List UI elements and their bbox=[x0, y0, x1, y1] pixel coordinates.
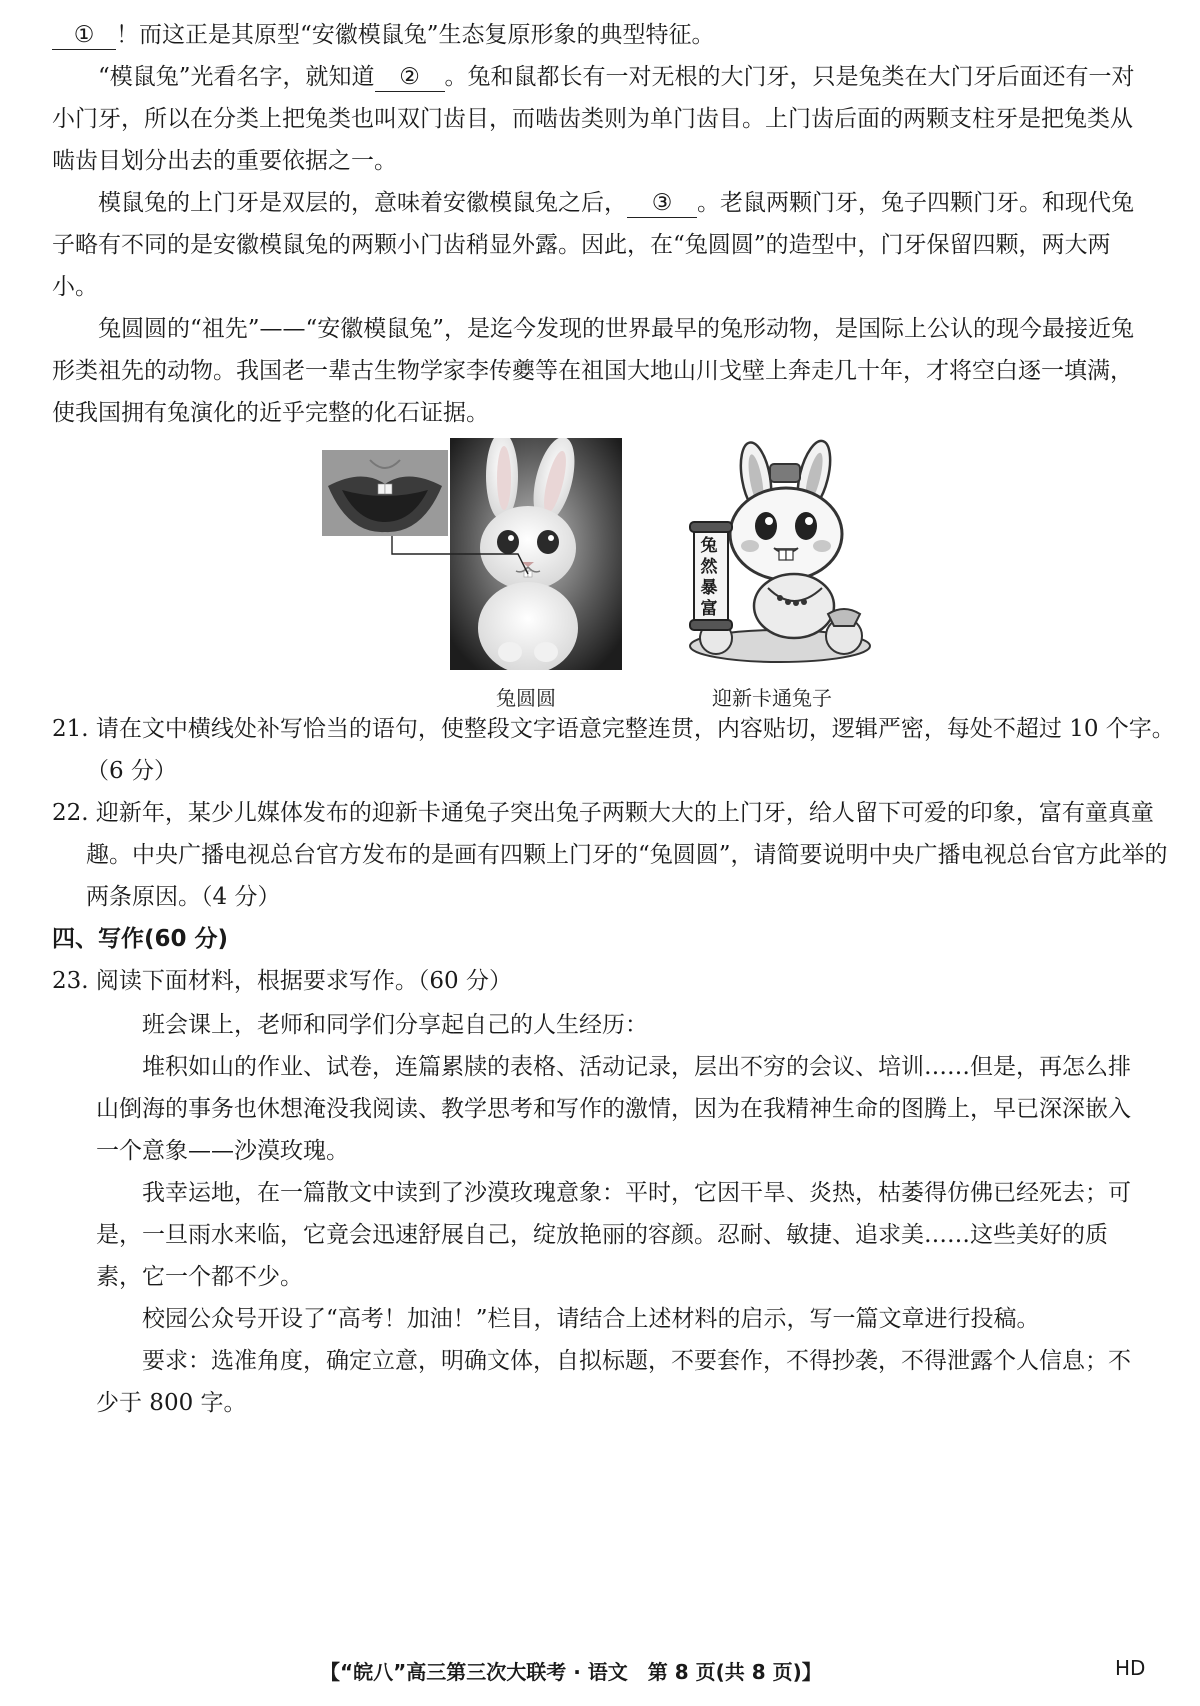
p1-text-a: “模鼠兔”光看名字，就知道 bbox=[98, 64, 375, 90]
material-3: 我幸运地，在一篇散文中读到了沙漠玫瑰意象：平时，它因干旱、炎热，枯萎得仿佛已经死去；可是，一旦雨水来临，它竟会迅速舒展自己，绽放艳丽的容颜。忍耐、敏捷、追求美……这些美好的质素，它一个都不少。 bbox=[96, 1180, 1131, 1290]
question-23: 23. 阅读下面材料，根据要求写作。（60 分） bbox=[52, 968, 512, 994]
caption-left: 兔圆圆 bbox=[496, 686, 556, 710]
passage-p0 bbox=[52, 14, 1150, 56]
p2-text-b: 。老鼠两颗门牙，兔子四颗门牙。和现代兔子略有不同的是安徽模鼠兔的两颗小门齿稍显外露。因此，在“兔圆圆”的造型中，门牙保留四颗，两大两小。 bbox=[52, 190, 1134, 300]
material-1: 班会课上，老师和同学们分享起自己的人生经历： bbox=[142, 1012, 648, 1038]
material-2: 堆积如山的作业、试卷，连篇累牍的表格、活动记录，层出不穷的会议、培训……但是，再怎么排山倒海的事务也休想淹没我阅读、教学思考和写作的激情，因为在我精神生命的图腾上，早已深深嵌入一个意象——沙漠玫瑰。 bbox=[96, 1054, 1131, 1164]
blank-2: ② bbox=[375, 63, 445, 92]
p2-text-a: 模鼠兔的上门牙是双层的，意味着安徽模鼠兔之后， bbox=[98, 190, 627, 216]
rabbit-photo-figure bbox=[322, 438, 622, 670]
scroll-text: 兔然暴富 bbox=[700, 536, 718, 619]
page-footer: 【“皖八”高三第三次大联考 · 语文 第 8 页(共 8 页)】 bbox=[320, 1660, 822, 1684]
p1-text-b: 。兔和鼠都长有一对无根的大门牙，只是兔类在大门牙后面还有一对小门牙，所以在分类上把兔类也叫双门齿目，而啮齿类则为单门齿目。上门齿后面的两颗支柱牙是把兔类从啮齿目划分出去的重要依据之一。 bbox=[52, 64, 1135, 174]
caption-right: 迎新卡通兔子 bbox=[712, 686, 832, 710]
blank-3: ③ bbox=[627, 189, 697, 218]
question-21: 21. 请在文中横线处补写恰当的语句，使整段文字语意完整连贯，内容贴切，逻辑严密，每处不超过 10 个字。（6 分） bbox=[52, 716, 1175, 784]
passage-p3: 兔圆圆的“祖先”——“安徽模鼠兔”，是迄今发现的世界最早的兔形动物，是国际上公认的现今最接近兔形类祖先的动物。我国老一辈古生物学家李传夔等在祖国大地山川戈壁上奔走几十年，才将空白逐一填满，使我国拥有兔演化的近乎完整的化石证据。 bbox=[52, 316, 1135, 426]
p0-text: ！而这正是其原型“安徽模鼠兔”生态复原形象的典型特征。 bbox=[116, 22, 715, 48]
question-22: 22. 迎新年，某少儿媒体发布的迎新卡通兔子突出兔子两颗大大的上门牙，给人留下可爱的印象，富有童真童趣。中央广播电视总台官方发布的是画有四颗上门牙的“兔圆圆”，请简要说明中央广播电视总台官方此举的两条原因。（4 分） bbox=[52, 800, 1168, 910]
section-heading: 四、写作(60 分) bbox=[52, 926, 229, 952]
passage-p1 bbox=[52, 56, 1150, 182]
footer-code: HD bbox=[1115, 1656, 1146, 1680]
material-5: 要求：选准角度，确定立意，明确文体，自拟标题，不要套作，不得抄袭，不得泄露个人信息；不少于 800 字。 bbox=[96, 1348, 1131, 1416]
material-4: 校园公众号开设了“高考！加油！”栏目，请结合上述材料的启示，写一篇文章进行投稿。 bbox=[142, 1306, 1040, 1332]
blank-1: ① bbox=[52, 21, 116, 50]
passage-p2 bbox=[52, 182, 1150, 308]
